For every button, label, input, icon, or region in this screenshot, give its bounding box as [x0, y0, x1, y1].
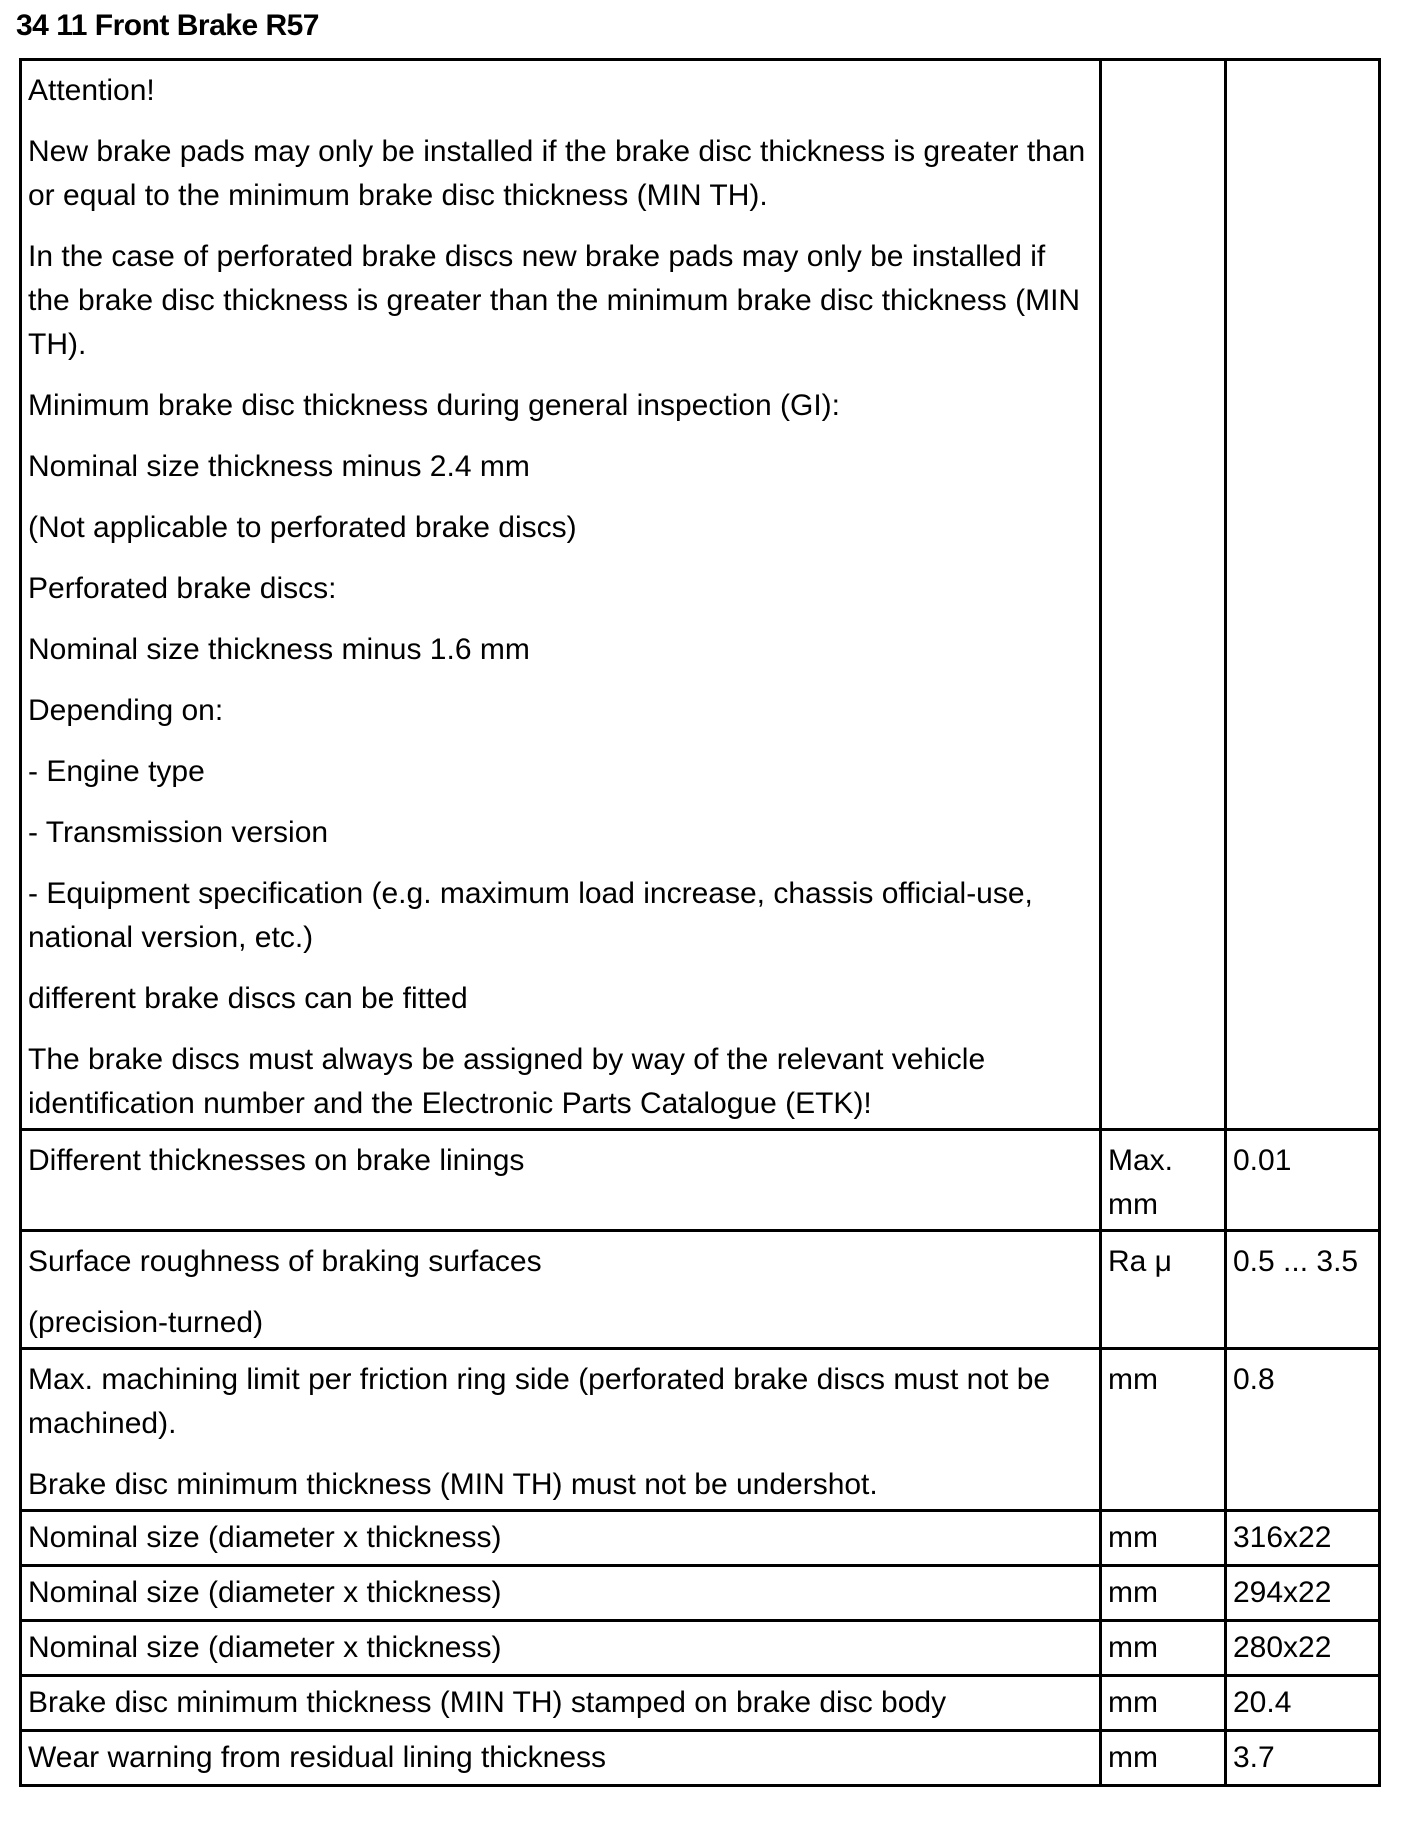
value-cell: 0.5 ... 3.5	[1226, 1231, 1380, 1349]
note-list-item: - Transmission version	[28, 816, 329, 849]
value-cell	[1226, 60, 1380, 1130]
description-text: Different thicknesses on brake linings	[28, 1144, 525, 1177]
unit-cell: Ra μ	[1101, 1231, 1226, 1349]
value-cell: 0.8	[1226, 1349, 1380, 1511]
table-row	[21, 1130, 1380, 1231]
description-cell	[21, 1349, 1101, 1511]
note-paragraph: Nominal size thickness minus 2.4 mm	[28, 450, 530, 483]
note-paragraph: different brake discs can be fitted	[28, 982, 468, 1015]
unit-cell: mm	[1101, 1511, 1226, 1566]
description-cell: Brake disc minimum thickness (MIN TH) stamped on brake disc body	[21, 1676, 1101, 1731]
table-row	[21, 1231, 1380, 1349]
note-list-item: - Equipment specification (e.g. maximum load increase, chassis official-use, national version, etc.)	[28, 877, 1033, 954]
description-text: Brake disc minimum thickness (MIN TH) must not be undershot.	[28, 1468, 878, 1501]
value-cell: 280x22	[1226, 1621, 1380, 1676]
note-paragraph: (Not applicable to perforated brake discs)	[28, 511, 577, 544]
description-cell: Nominal size (diameter x thickness)	[21, 1511, 1101, 1566]
description-cell: Nominal size (diameter x thickness)	[21, 1621, 1101, 1676]
unit-cell: Max. mm	[1101, 1130, 1226, 1231]
description-text: (precision-turned)	[28, 1306, 264, 1339]
description-cell: Wear warning from residual lining thickness	[21, 1731, 1101, 1786]
unit-cell	[1101, 60, 1226, 1130]
table-row	[21, 1511, 1380, 1566]
note-paragraph: New brake pads may only be installed if the brake disc thickness is greater than or equal to the minimum brake disc thickness (MIN TH).	[28, 135, 1086, 212]
description-cell: Nominal size (diameter x thickness)	[21, 1566, 1101, 1621]
value-cell: 0.01	[1226, 1130, 1380, 1231]
unit-cell: mm	[1101, 1349, 1226, 1511]
value-cell: 20.4	[1226, 1676, 1380, 1731]
table-row	[21, 1621, 1380, 1676]
description-text: Surface roughness of braking surfaces	[28, 1245, 542, 1278]
note-paragraph: In the case of perforated brake discs new brake pads may only be installed if the brake disc thickness is greater than the minimum brake disc thickness (MIN TH).	[28, 240, 1081, 361]
unit-cell: mm	[1101, 1621, 1226, 1676]
table-row	[21, 1566, 1380, 1621]
table-row	[21, 1349, 1380, 1511]
table-row	[21, 1676, 1380, 1731]
note-list-item: - Engine type	[28, 755, 205, 788]
table-row-notes	[21, 60, 1380, 1130]
unit-cell: mm	[1101, 1566, 1226, 1621]
note-attention: Attention!	[28, 74, 155, 107]
note-paragraph: Depending on:	[28, 694, 224, 727]
value-cell: 3.7	[1226, 1731, 1380, 1786]
description-cell	[21, 1231, 1101, 1349]
value-cell: 316x22	[1226, 1511, 1380, 1566]
page-title: 34 11 Front Brake R57	[16, 9, 319, 42]
note-paragraph: Nominal size thickness minus 1.6 mm	[28, 633, 530, 666]
note-paragraph: Perforated brake discs:	[28, 572, 337, 605]
unit-cell: mm	[1101, 1731, 1226, 1786]
unit-cell: mm	[1101, 1676, 1226, 1731]
description-text: Max. machining limit per friction ring side (perforated brake discs must not be machined).	[28, 1363, 1051, 1440]
note-paragraph: Minimum brake disc thickness during general inspection (GI):	[28, 389, 841, 422]
table-row	[21, 1731, 1380, 1786]
value-cell: 294x22	[1226, 1566, 1380, 1621]
spec-table	[19, 58, 1381, 1787]
note-paragraph: The brake discs must always be assigned by way of the relevant vehicle identification number and the Electronic Parts Catalogue (ETK)!	[28, 1043, 986, 1120]
notes-cell	[21, 60, 1101, 1130]
description-cell	[21, 1130, 1101, 1231]
